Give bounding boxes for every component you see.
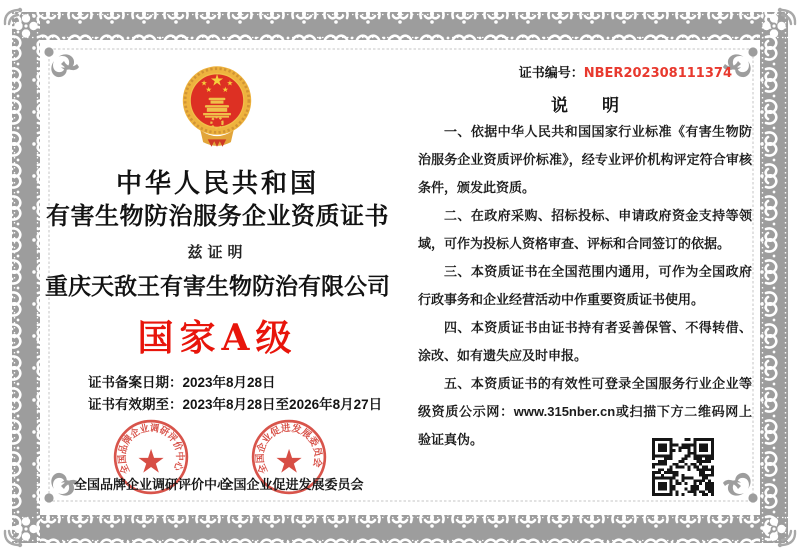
seal-ring-text: 全国品牌企业调研评价中心: [116, 422, 185, 476]
svg-text:★: ★: [222, 85, 229, 95]
svg-text:★: ★: [209, 70, 225, 90]
company-name: 重庆天敌王有害生物防治有限公司: [45, 273, 390, 299]
valid-date-label: 证书有效期至：: [88, 397, 183, 412]
certify-line: 兹证明: [187, 244, 248, 261]
valid-date-row: [88, 394, 398, 416]
explanation-body: [418, 118, 752, 454]
svg-text:★: ★: [205, 85, 212, 95]
page-title-line1: 中华人民共和国: [115, 168, 319, 198]
date-block: [88, 372, 398, 416]
svg-text:★: ★: [226, 78, 234, 88]
valid-date-value: 2023年8月28日至2026年8月27日: [182, 397, 383, 412]
seal-ring-text: 全国企业促进发展委员会: [255, 422, 324, 476]
certificate-number-row: [420, 62, 732, 81]
grade-level: 国家A级: [137, 317, 298, 359]
explanation-heading: 说 明: [551, 96, 619, 115]
svg-text:★: ★: [200, 78, 208, 88]
explanation-paragraph-1: 一、依据中华人民共和国国家行业标准《有害生物防治服务企业资质评价标准》，经专业评价机构评定符合审核条件，颁发此资质。: [418, 124, 752, 195]
filing-date-row: [88, 372, 398, 394]
explanation-paragraph-3: 三、本资质证书在全国范围内通用，可作为全国政府行政事务和企业经营活动中作重要资质证书使用。: [418, 264, 752, 307]
seal-label-development-committee: 全国企业促进发展委员会: [220, 477, 364, 492]
star-icon: ★: [274, 442, 304, 480]
certificate-number-value: NBER202308111374: [583, 66, 732, 81]
explanation-paragraph-5: 五、本资质证书的有效性可登录全国服务行业企业等级资质公示网：www.315nber.cn或扫描下方二维码网上验证真伪。: [418, 376, 752, 447]
filing-date-label: 证书备案日期：: [88, 375, 183, 390]
explanation-paragraph-4: 四、本资质证书由证书持有者妥善保管、不得转借、涂改、如有遗失应及时申报。: [418, 320, 752, 363]
page-title-line2: 有害生物防治服务企业资质证书: [46, 203, 389, 230]
star-icon: ★: [136, 442, 166, 480]
certificate-number-label: 证书编号：: [518, 65, 584, 80]
seal-label-evaluation-center: 全国品牌企业调研评价中心: [73, 477, 230, 492]
explanation-paragraph-2: 二、在政府采购、招标投标、申请政府资金支持等领域，可作为投标人资格审查、评标和合同签订的依据。: [418, 208, 752, 251]
qr-code-image: [652, 438, 714, 496]
china-national-emblem-icon: [180, 62, 254, 152]
filing-date-value: 2023年8月28日: [182, 375, 276, 390]
